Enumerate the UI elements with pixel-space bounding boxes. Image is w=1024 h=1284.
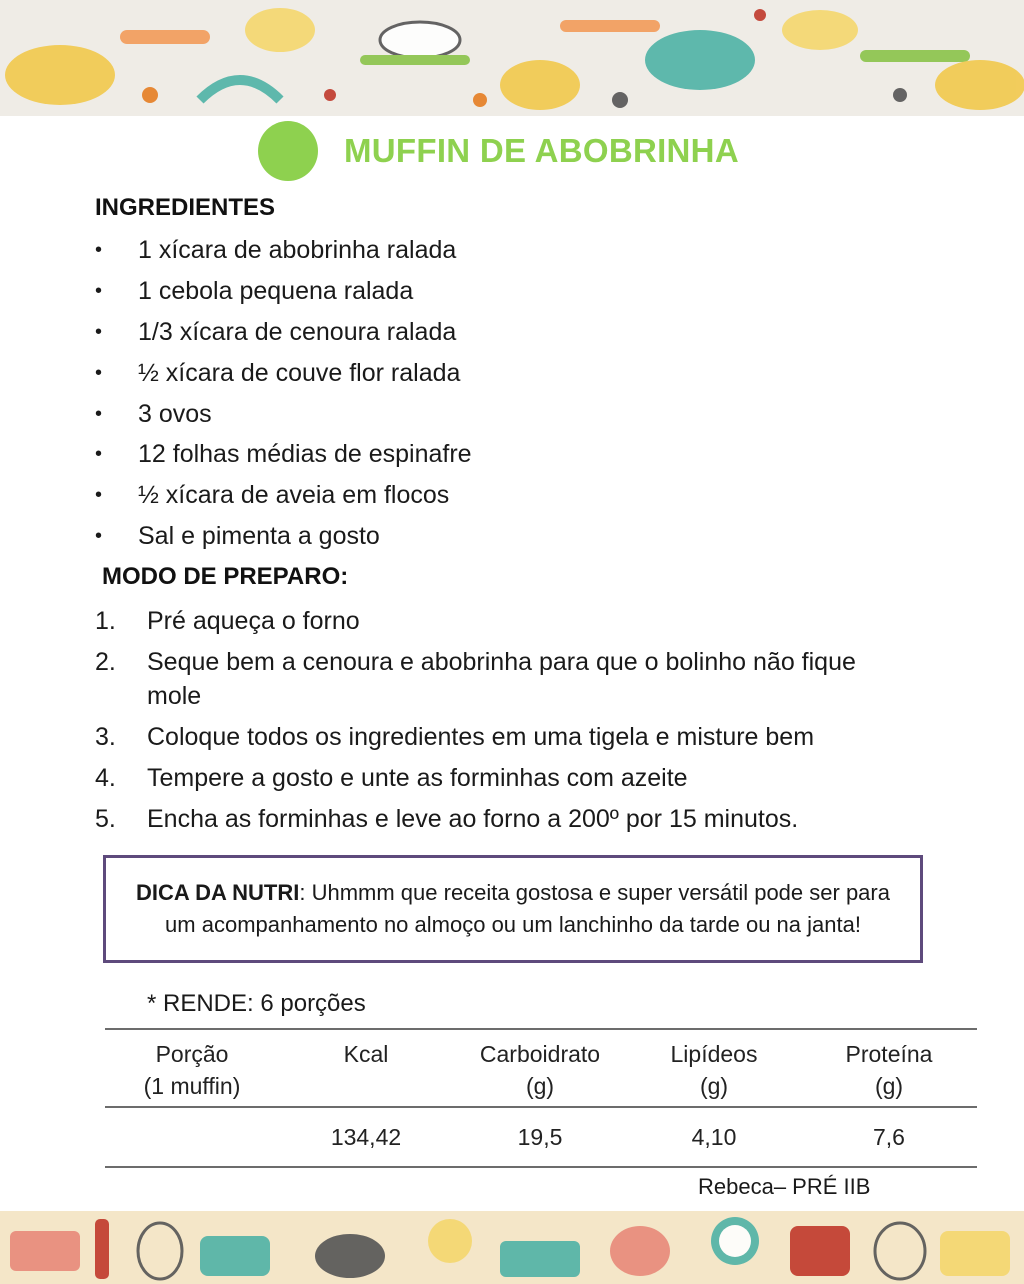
ingredients-heading: INGREDIENTES [95, 194, 276, 221]
green-circle-icon [258, 121, 318, 181]
recipe-title-row [258, 120, 739, 182]
step-number: 5. [95, 805, 116, 833]
step-number: 1. [95, 607, 116, 635]
bullet-icon: • [95, 402, 103, 425]
table-header-cell: Proteína (g) [845, 1041, 933, 1099]
bullet-icon: • [95, 320, 103, 343]
list-item: • ½ xícara de couve flor ralada [95, 356, 915, 397]
step-item [95, 720, 915, 754]
list-item: • 1 xícara de abobrinha ralada [95, 233, 915, 274]
table-cell: 4,10 [691, 1124, 737, 1150]
nutritionist-tip-box [103, 855, 923, 963]
table-row [105, 1108, 977, 1166]
step-item [95, 645, 915, 713]
list-item: • 3 ovos [95, 397, 915, 438]
list-item: • ½ xícara de aveia em flocos [95, 478, 915, 519]
bullet-icon: • [95, 525, 103, 548]
list-item: • 12 folhas médias de espinafre [95, 437, 915, 478]
step-text: Pré aqueça o forno [147, 607, 360, 635]
tip-text: : Uhmmm que receita gostosa e super versátil pode ser para um acompanhamento no almoço ou um lanchinho da tarde ou na janta! [165, 880, 890, 937]
step-text: Coloque todos os ingredientes em uma tigela e misture bem [147, 723, 815, 751]
list-item: • Sal e pimenta a gosto [95, 519, 915, 560]
bullet-icon: • [95, 279, 103, 302]
list-item: • 1 cebola pequena ralada [95, 274, 915, 315]
bullet-icon: • [95, 484, 103, 507]
table-divider [105, 1166, 977, 1168]
preparation-steps [95, 604, 915, 843]
ingredients-list [95, 233, 915, 560]
list-item: • 1/3 xícara de cenoura ralada [95, 315, 915, 356]
table-cell: 134,42 [330, 1124, 402, 1150]
step-item [95, 761, 915, 795]
table-header-cell: Porção (1 muffin) [143, 1041, 241, 1099]
recipe-title: MUFFIN DE ABOBRINHA [344, 132, 739, 169]
tip-label: DICA DA NUTRI [136, 880, 300, 905]
step-text: Encha as forminhas e leve ao forno a 200º por 15 minutos. [147, 805, 799, 833]
yield-text: * RENDE: 6 porções [147, 990, 366, 1017]
table-cell: 19,5 [517, 1124, 563, 1150]
step-text: Seque bem a cenoura e abobrinha para que o bolinho não fique mole [147, 648, 856, 710]
bottom-decorative-banner [0, 1211, 1024, 1284]
step-item [95, 604, 915, 638]
step-number: 4. [95, 764, 116, 792]
author-credit: Rebeca– PRÉ IIB [698, 1174, 871, 1199]
tip-content [126, 877, 900, 941]
top-decorative-banner [0, 0, 1024, 116]
step-text: Tempere a gosto e unte as forminhas com azeite [147, 764, 688, 792]
table-header-cell: Lipídeos (g) [670, 1041, 758, 1099]
nutrition-table [105, 1028, 977, 1168]
step-item [95, 802, 915, 836]
step-number: 3. [95, 723, 116, 751]
step-number: 2. [95, 648, 116, 676]
bullet-icon: • [95, 443, 103, 466]
table-header-row [105, 1030, 977, 1106]
table-header-cell: Kcal [343, 1041, 389, 1067]
bullet-icon: • [95, 361, 103, 384]
bullet-icon: • [95, 239, 103, 261]
table-cell: 7,6 [873, 1124, 905, 1150]
preparation-heading: MODO DE PREPARO: [102, 563, 349, 590]
table-header-cell: Carboidrato (g) [479, 1041, 601, 1099]
